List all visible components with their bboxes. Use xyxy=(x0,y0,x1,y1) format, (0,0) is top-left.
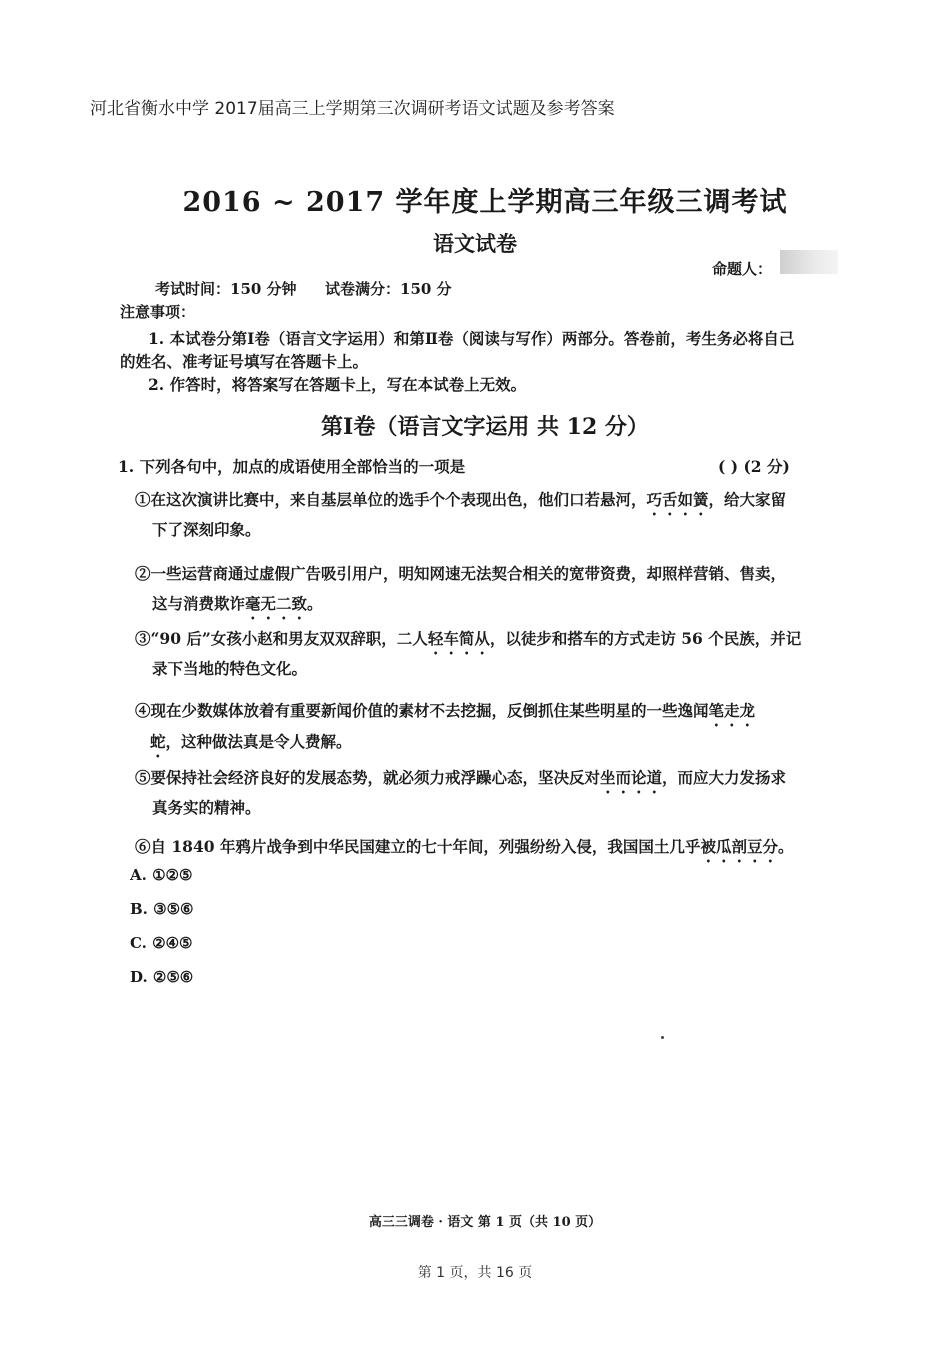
option-b: B. ③⑤⑥ xyxy=(130,900,194,918)
emphasized-idiom: 笔走龙 xyxy=(708,701,756,720)
notice-heading: 注意事项： xyxy=(120,303,196,321)
emphasized-idiom: 蛇 xyxy=(150,732,166,751)
exam-page-footer: 高三三调卷 · 语文 第 1 页（共 10 页） xyxy=(368,1215,602,1230)
question-item-2-cont: 这与消费欺诈毫无二致。 xyxy=(152,594,323,613)
notice-line-2: 2. 作答时，将答案写在答题卡上，写在本试卷上无效。 xyxy=(148,375,527,394)
notice-line-1b: 的姓名、准考证号填写在答题卡上。 xyxy=(120,352,369,371)
question-item-6: ⑥自 1840 年鸦片战争到中华民国建立的七十年间，列强纷纷入侵，我国国土几乎被瓜剖豆分。 xyxy=(135,837,794,856)
question-item-3: ③“90 后”女孩小赵和男友双双辞职，二人轻车简从，以徒步和搭车的方式走访 56 个民族，并记 xyxy=(135,629,802,648)
emphasized-idiom: 被瓜剖豆分 xyxy=(700,837,778,856)
emphasized-idiom: 坐而论道 xyxy=(600,768,663,787)
option-a: A. ①②⑤ xyxy=(130,866,193,884)
question-stem: 1. 下列各句中，加点的成语使用全部恰当的一项是 xyxy=(118,457,466,476)
question-item-4: ④现在少数媒体放着有重要新闻价值的素材不去挖掘，反倒抓住某些明星的一些逸闻笔走龙 xyxy=(135,701,756,720)
notice-line-1a: 1. 本试卷分第Ⅰ卷（语言文字运用）和第Ⅱ卷（阅读与写作）两部分。答卷前，考生务必将自己 xyxy=(148,329,795,348)
scan-speck xyxy=(661,1036,664,1039)
emphasized-idiom: 巧舌如簧 xyxy=(646,490,709,509)
exam-subtitle: 语文试卷 xyxy=(433,231,517,256)
option-c: C. ②④⑤ xyxy=(130,934,193,952)
exam-score: 试卷满分：150 分 xyxy=(325,280,452,298)
question-item-4-cont: 蛇，这种做法真是令人费解。 xyxy=(150,732,352,751)
emphasized-idiom: 轻车简从 xyxy=(427,629,490,648)
exam-time: 考试时间：150 分钟 xyxy=(155,280,297,298)
redacted-author-name xyxy=(780,250,838,274)
question-item-5: ⑤要保持社会经济良好的发展态势，就必须力戒浮躁心态，坚决反对坐而论道，而应大力发扬求 xyxy=(135,768,787,787)
emphasized-idiom: 毫无二致 xyxy=(245,594,308,613)
question-item-3-cont: 录下当地的特色文化。 xyxy=(152,659,308,678)
answer-blank: ( ) (2 分) xyxy=(718,457,790,476)
document-page-number: 第 1 页，共 16 页 xyxy=(417,1265,533,1281)
document-header: 河北省衡水中学 2017届高三上学期第三次调研考语文试题及参考答案 xyxy=(90,99,615,119)
section-title: 第Ⅰ卷（语言文字运用 共 12 分） xyxy=(321,414,649,440)
question-item-2: ②一些运营商通过虚假广告吸引用户，明知网速无法契合相关的宽带资费，却照样营销、售卖， xyxy=(135,564,787,583)
question-item-1-cont: 下了深刻印象。 xyxy=(152,520,261,539)
exam-title: 2016 ~ 2017 学年度上学期高三年级三调考试 xyxy=(182,187,788,218)
question-item-1: ①在这次演讲比赛中，来自基层单位的选手个个表现出色，他们口若悬河，巧舌如簧，给大家留 xyxy=(135,490,787,509)
question-item-5-cont: 真务实的精神。 xyxy=(152,798,261,817)
option-d: D. ②⑤⑥ xyxy=(130,968,194,986)
author-label: 命题人： xyxy=(712,260,773,278)
